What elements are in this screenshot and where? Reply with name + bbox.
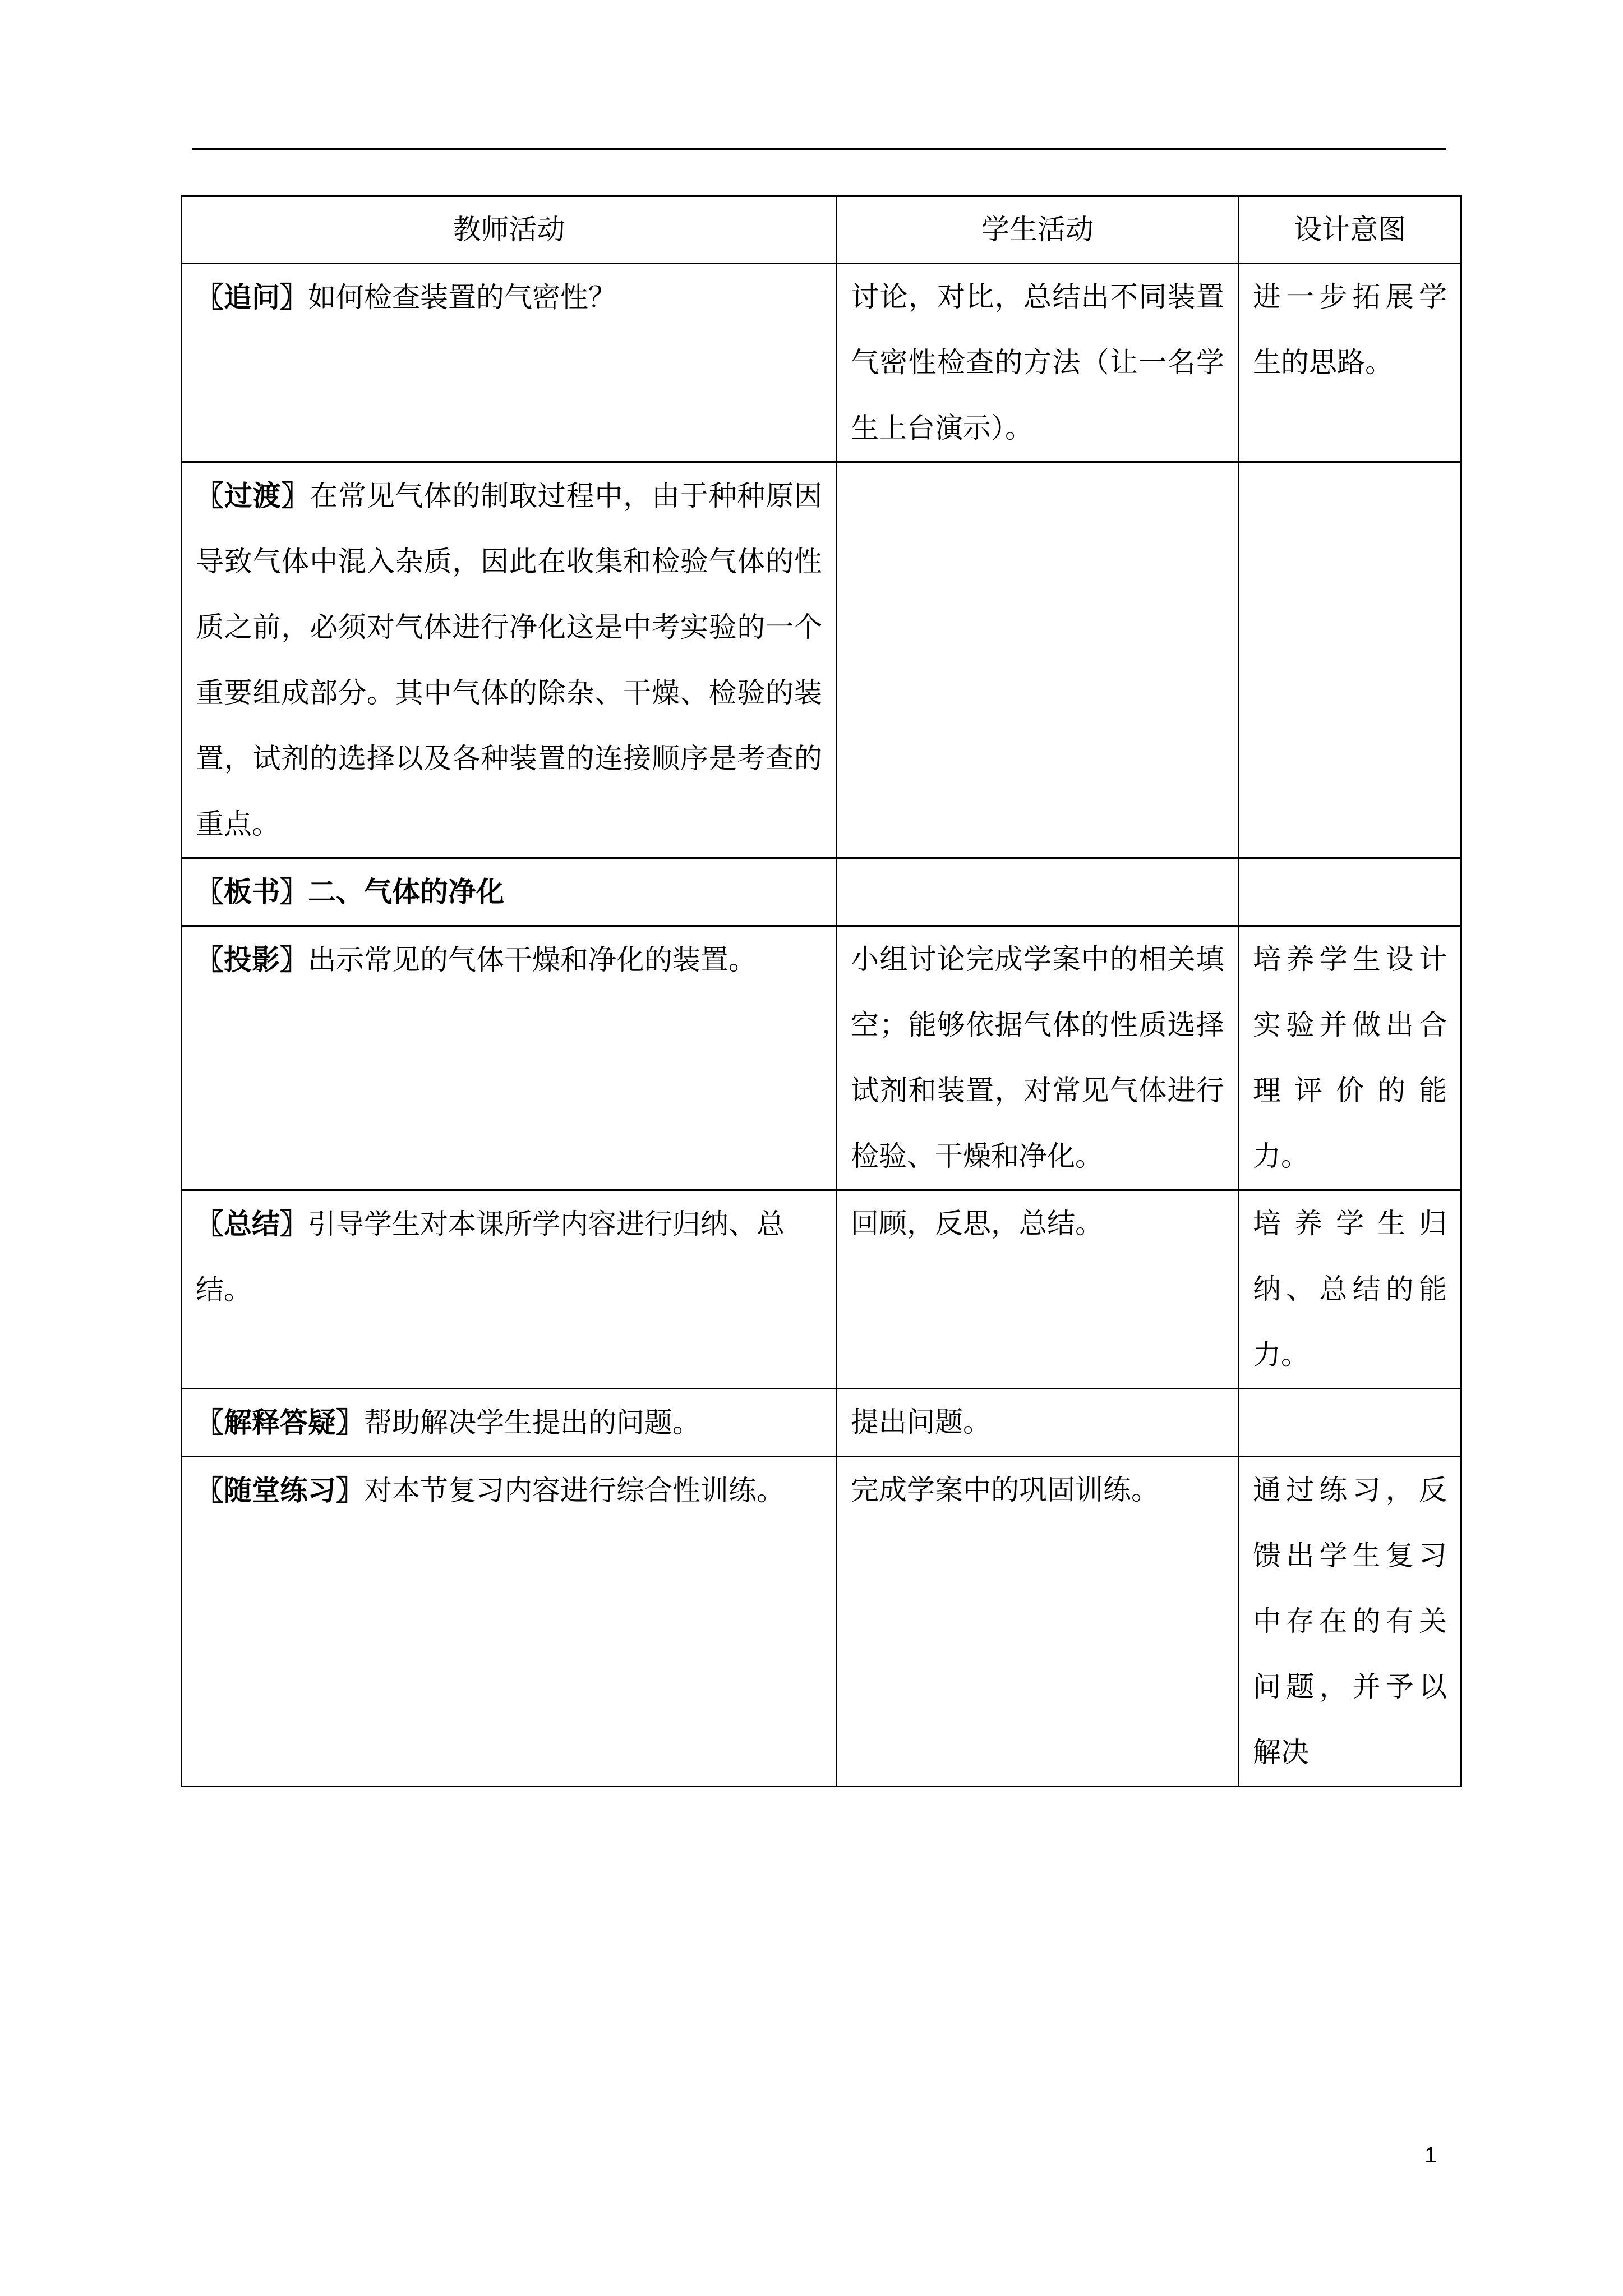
design-intent-cell: 进一步拓展学生的思路。 bbox=[1239, 264, 1461, 462]
column-header-student: 学生活动 bbox=[837, 196, 1239, 264]
activity-tag: 〖总结〗 bbox=[196, 1207, 308, 1240]
activity-tag: 〖解释答疑〗 bbox=[196, 1406, 364, 1439]
design-intent-cell bbox=[1239, 462, 1461, 858]
teacher-activity-text: 引导学生对本课所学内容进行归纳、总结。 bbox=[196, 1208, 785, 1306]
teacher-activity-cell bbox=[182, 264, 837, 462]
column-header-teacher: 教师活动 bbox=[182, 196, 837, 264]
activity-tag: 〖追问〗 bbox=[196, 280, 308, 314]
student-activity-cell bbox=[837, 462, 1239, 858]
table-row bbox=[182, 462, 1461, 858]
column-header-intent: 设计意图 bbox=[1239, 196, 1461, 264]
page-number: 1 bbox=[1424, 2143, 1437, 2168]
design-intent-cell: 培养学生设计实验并做出合理评价的能力。 bbox=[1239, 926, 1461, 1190]
activity-tag: 〖随堂练习〗 bbox=[196, 1474, 364, 1507]
teacher-activity-cell bbox=[182, 1389, 837, 1457]
teacher-activity-cell bbox=[182, 1457, 837, 1787]
teacher-activity-cell bbox=[182, 858, 837, 926]
lesson-plan-table bbox=[181, 195, 1462, 1787]
student-activity-cell bbox=[837, 858, 1239, 926]
teacher-activity-cell bbox=[182, 926, 837, 1190]
design-intent-cell: 通过练习，反馈出学生复习中存在的有关问题，并予以解决 bbox=[1239, 1457, 1461, 1787]
design-intent-cell bbox=[1239, 1389, 1461, 1457]
student-activity-cell: 讨论，对比，总结出不同装置气密性检查的方法（让一名学生上台演示）。 bbox=[837, 264, 1239, 462]
table-row bbox=[182, 1389, 1461, 1457]
design-intent-cell: 培养学生归纳、总结的能力。 bbox=[1239, 1190, 1461, 1389]
student-activity-cell: 回顾，反思，总结。 bbox=[837, 1190, 1239, 1389]
table-header-row bbox=[182, 196, 1461, 264]
teacher-activity-text: 在常见气体的制取过程中，由于种种原因导致气体中混入杂质，因此在收集和检验气体的性质之前，必须对气体进行净化这是中考实验的一个重要组成部分。其中气体的除杂、干燥、检验的装置，试剂的选择以及各种装置的连接顺序是考查的重点。 bbox=[196, 480, 823, 840]
student-activity-cell: 小组讨论完成学案中的相关填空；能够依据气体的性质选择试剂和装置，对常见气体进行检验、干燥和净化。 bbox=[837, 926, 1239, 1190]
table-row bbox=[182, 1457, 1461, 1787]
table-row bbox=[182, 1190, 1461, 1389]
table-row bbox=[182, 926, 1461, 1190]
teacher-activity-text: 出示常见的气体干燥和净化的装置。 bbox=[308, 944, 757, 976]
student-activity-cell: 完成学案中的巩固训练。 bbox=[837, 1457, 1239, 1787]
teacher-activity-text: 如何检查装置的气密性？ bbox=[308, 281, 616, 314]
student-activity-cell: 提出问题。 bbox=[837, 1389, 1239, 1457]
teacher-activity-cell bbox=[182, 1190, 837, 1389]
teacher-activity-text: 对本节复习内容进行综合性训练。 bbox=[364, 1474, 785, 1507]
activity-tag: 〖投影〗 bbox=[196, 943, 308, 976]
activity-tag: 〖过渡〗 bbox=[196, 479, 310, 512]
design-intent-cell bbox=[1239, 858, 1461, 926]
header-rule bbox=[192, 148, 1446, 150]
activity-tag: 〖板书〗二、气体的净化 bbox=[196, 875, 504, 908]
teacher-activity-text: 帮助解决学生提出的问题。 bbox=[364, 1406, 700, 1439]
table-row bbox=[182, 858, 1461, 926]
table-row bbox=[182, 264, 1461, 462]
teacher-activity-cell bbox=[182, 462, 837, 858]
